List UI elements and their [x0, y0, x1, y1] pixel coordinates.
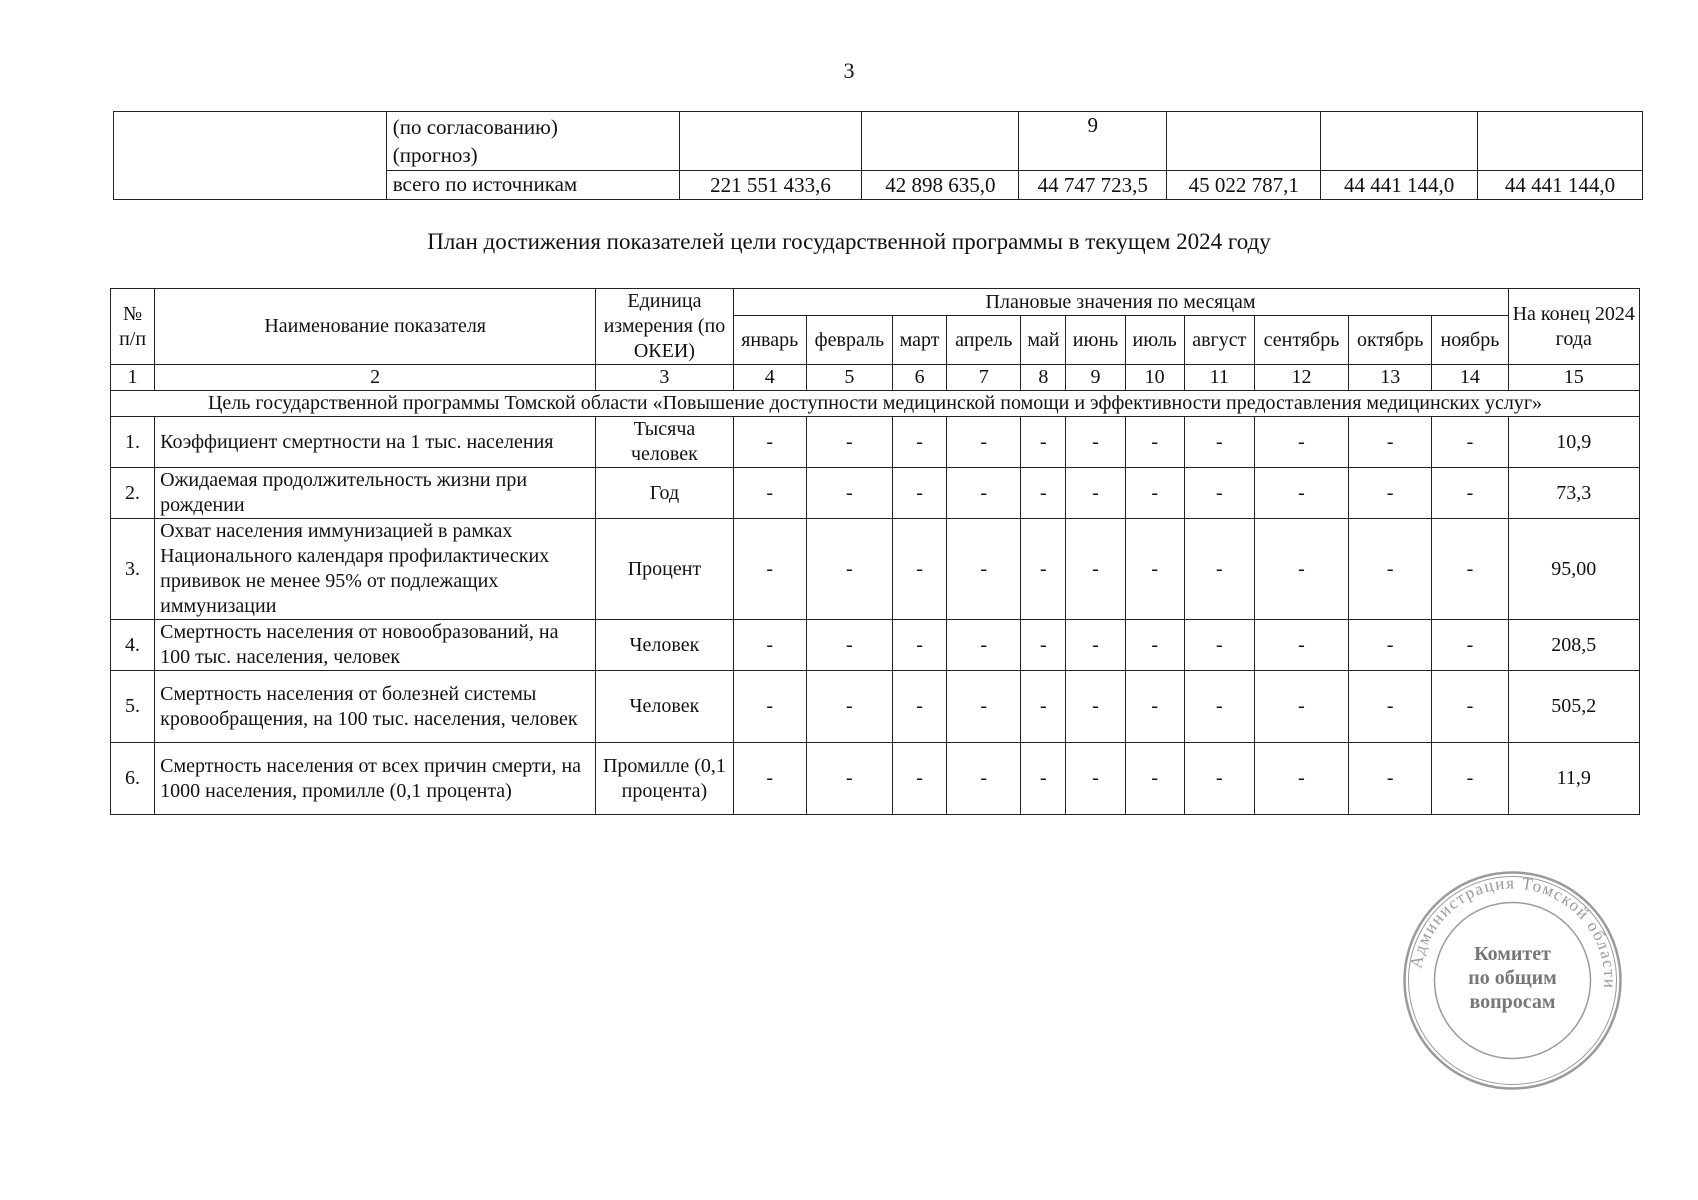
month-value: -	[1349, 417, 1432, 468]
month-value: -	[806, 620, 892, 671]
row-number: 2.	[111, 468, 155, 519]
month-value: -	[947, 743, 1021, 815]
month-value: -	[1066, 468, 1125, 519]
row-number: 6.	[111, 743, 155, 815]
month-value: -	[1184, 519, 1254, 620]
stamp	[1400, 868, 1625, 1093]
header-planned: Плановые значения по месяцам	[733, 289, 1508, 316]
month-value: -	[1125, 519, 1184, 620]
column-number: 14	[1432, 365, 1508, 391]
column-number: 13	[1349, 365, 1432, 391]
indicator-name: Охват населения иммунизацией в рамках Национального календаря профилактических прививок не менее 95% от подлежащих иммунизации	[155, 519, 596, 620]
header-unit: Единица измерения (по ОКЕИ)	[596, 289, 733, 365]
table-row	[111, 671, 1640, 743]
month-value: -	[893, 417, 947, 468]
header-row	[111, 289, 1640, 316]
month-value: -	[733, 743, 806, 815]
month-value: -	[1432, 519, 1508, 620]
table-row	[111, 743, 1640, 815]
month-value: -	[733, 468, 806, 519]
month-value: -	[1125, 743, 1184, 815]
page-number: 3	[843, 58, 855, 83]
unit-cell: Человек	[596, 671, 733, 743]
month-value: -	[1432, 671, 1508, 743]
section-title: План достижения показателей цели государственной программы в текущем 2024 году	[427, 229, 1271, 254]
month-value: -	[1432, 468, 1508, 519]
empty-cell	[1478, 112, 1643, 171]
month-value: -	[1254, 519, 1348, 620]
continuation-table	[113, 111, 1643, 200]
table-row	[114, 112, 1643, 171]
column-number: 3	[596, 365, 733, 391]
total-label: всего по источникам	[386, 171, 679, 200]
column-number: 5	[806, 365, 892, 391]
header-name: Наименование показателя	[155, 289, 596, 365]
unit-cell: Промилле (0,1 процента)	[596, 743, 733, 815]
goal-text: Цель государственной программы Томской области «Повышение доступности медицинской помощи и эффективности предоставления медицинских услуг»	[111, 391, 1640, 417]
row-number: 4.	[111, 620, 155, 671]
indicator-name: Смертность населения от всех причин смерти, на 1000 населения, промилле (0,1 процента)	[155, 743, 596, 815]
column-number: 6	[893, 365, 947, 391]
total-value: 44 441 144,0	[1478, 171, 1643, 200]
month-value: -	[893, 468, 947, 519]
table-row	[111, 519, 1640, 620]
column-number: 12	[1254, 365, 1348, 391]
month-value: -	[1432, 417, 1508, 468]
month-value: -	[1066, 743, 1125, 815]
table-row	[111, 468, 1640, 519]
row-number: 5.	[111, 671, 155, 743]
row-number: 1.	[111, 417, 155, 468]
month-value: -	[1432, 743, 1508, 815]
month-value: -	[1184, 743, 1254, 815]
end-value: 11,9	[1508, 743, 1639, 815]
month-value: -	[1125, 671, 1184, 743]
source-line-1: (по согласованию)	[392, 115, 558, 139]
end-value: 95,00	[1508, 519, 1639, 620]
unit-cell: Человек	[596, 620, 733, 671]
end-value: 73,3	[1508, 468, 1639, 519]
source-label	[386, 112, 679, 171]
month-value: -	[893, 620, 947, 671]
month-value: -	[1184, 620, 1254, 671]
month-value: -	[1125, 417, 1184, 468]
month-value: -	[806, 671, 892, 743]
month-value: -	[1432, 620, 1508, 671]
month-header: июль	[1125, 316, 1184, 365]
column-number: 2	[155, 365, 596, 391]
total-value: 44 441 144,0	[1321, 171, 1478, 200]
month-header: февраль	[806, 316, 892, 365]
indicators-table	[110, 288, 1640, 815]
month-value: -	[1125, 468, 1184, 519]
table-row	[111, 620, 1640, 671]
month-value: -	[947, 620, 1021, 671]
month-header: январь	[733, 316, 806, 365]
month-value: -	[1021, 671, 1066, 743]
header-end: На конец 2024 года	[1508, 289, 1639, 365]
month-value: -	[1125, 620, 1184, 671]
empty-cell	[862, 112, 1019, 171]
month-value: -	[893, 743, 947, 815]
month-value: -	[1349, 671, 1432, 743]
month-header: май	[1021, 316, 1066, 365]
stamp-ring-text: Администрация Томской области	[1406, 873, 1620, 990]
column-number: 4	[733, 365, 806, 391]
goal-row	[111, 391, 1640, 417]
month-value: -	[1066, 620, 1125, 671]
month-value: -	[806, 468, 892, 519]
month-value: -	[1184, 468, 1254, 519]
month-value: -	[1184, 417, 1254, 468]
month-value: -	[1349, 620, 1432, 671]
month-value: -	[1021, 468, 1066, 519]
month-value: -	[1349, 743, 1432, 815]
month-value: -	[1066, 417, 1125, 468]
month-header: октябрь	[1349, 316, 1432, 365]
month-value: -	[947, 417, 1021, 468]
month-value: -	[947, 671, 1021, 743]
month-value: -	[1021, 743, 1066, 815]
month-value: -	[806, 519, 892, 620]
total-value: 42 898 635,0	[862, 171, 1019, 200]
month-value: -	[947, 519, 1021, 620]
month-value: -	[733, 417, 806, 468]
month-value: -	[893, 519, 947, 620]
indicator-name: Смертность населения от болезней системы кровообращения, на 100 тыс. населения, человек	[155, 671, 596, 743]
month-header: сентябрь	[1254, 316, 1348, 365]
empty-cell	[1167, 112, 1321, 171]
stamp-line-3: вопросам	[1469, 991, 1556, 1013]
total-value: 221 551 433,6	[679, 171, 862, 200]
month-value: -	[1254, 468, 1348, 519]
empty-cell	[114, 112, 387, 200]
column-number: 11	[1184, 365, 1254, 391]
stamp-line-1: Комитет	[1474, 943, 1551, 965]
month-value: -	[733, 620, 806, 671]
month-value: -	[806, 417, 892, 468]
month-value: -	[733, 671, 806, 743]
month-value: -	[947, 468, 1021, 519]
source-line-2: (прогноз)	[392, 143, 478, 167]
month-value: -	[1349, 519, 1432, 620]
column-number: 7	[947, 365, 1021, 391]
stamp-line-2: по общим	[1468, 967, 1557, 989]
month-header: август	[1184, 316, 1254, 365]
column-number: 8	[1021, 365, 1066, 391]
table-row	[111, 417, 1640, 468]
column-number: 9	[1066, 365, 1125, 391]
row-number: 3.	[111, 519, 155, 620]
indicator-name: Ожидаемая продолжительность жизни при рождении	[155, 468, 596, 519]
total-value: 44 747 723,5	[1019, 171, 1167, 200]
empty-cell	[679, 112, 862, 171]
end-value: 208,5	[1508, 620, 1639, 671]
month-header: апрель	[947, 316, 1021, 365]
column-number-row	[111, 365, 1640, 391]
unit-cell: Год	[596, 468, 733, 519]
month-header: март	[893, 316, 947, 365]
month-value: -	[1021, 417, 1066, 468]
empty-cell	[1321, 112, 1478, 171]
month-value: -	[1066, 671, 1125, 743]
end-value: 505,2	[1508, 671, 1639, 743]
month-value: -	[1254, 620, 1348, 671]
column-number: 15	[1508, 365, 1639, 391]
month-value: -	[1254, 671, 1348, 743]
indicator-name: Коэффициент смертности на 1 тыс. населения	[155, 417, 596, 468]
month-value: -	[1349, 468, 1432, 519]
month-value: -	[1021, 519, 1066, 620]
month-value: -	[806, 743, 892, 815]
month-value: -	[1184, 671, 1254, 743]
month-value: -	[1254, 417, 1348, 468]
indicator-name: Смертность населения от новообразований, на 100 тыс. населения, человек	[155, 620, 596, 671]
month-value: -	[733, 519, 806, 620]
column-number: 10	[1125, 365, 1184, 391]
column-number: 1	[111, 365, 155, 391]
total-value: 45 022 787,1	[1167, 171, 1321, 200]
value-cell: 9	[1019, 112, 1167, 171]
end-value: 10,9	[1508, 417, 1639, 468]
month-value: -	[1254, 743, 1348, 815]
header-num: № п/п	[111, 289, 155, 365]
month-value: -	[1021, 620, 1066, 671]
month-header: июнь	[1066, 316, 1125, 365]
month-header: ноябрь	[1432, 316, 1508, 365]
month-value: -	[1066, 519, 1125, 620]
unit-cell: Тысяча человек	[596, 417, 733, 468]
month-value: -	[893, 671, 947, 743]
unit-cell: Процент	[596, 519, 733, 620]
